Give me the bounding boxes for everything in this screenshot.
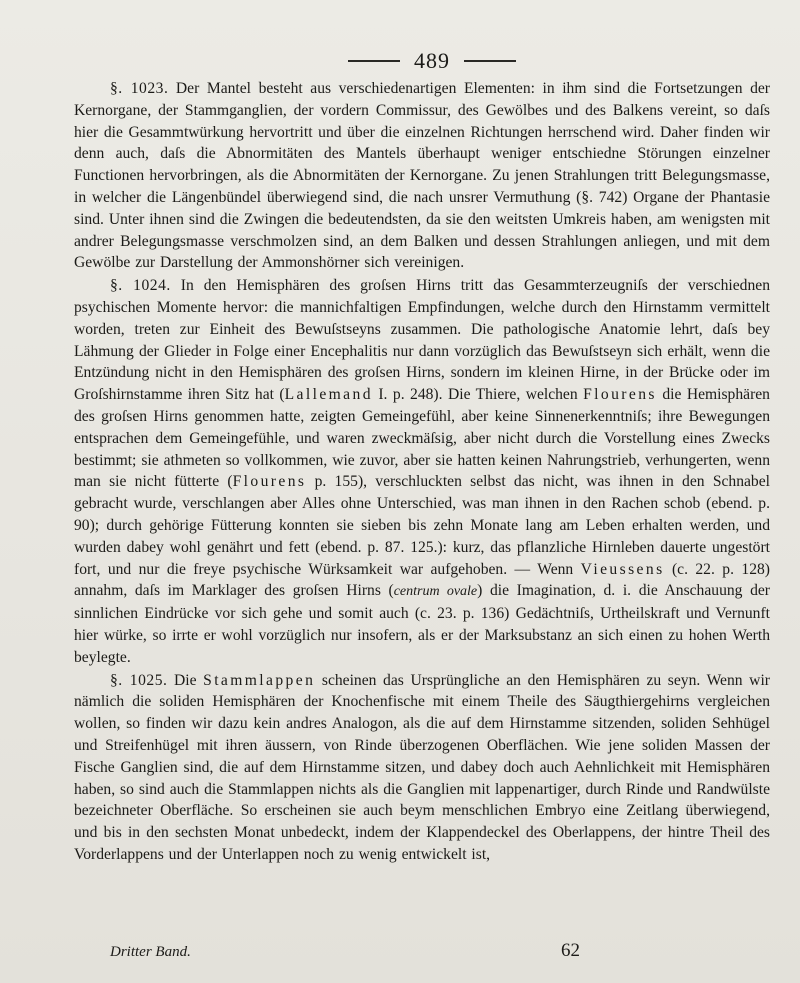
signature-mark: 62: [561, 940, 580, 961]
page-footer: [110, 940, 770, 962]
section-number: §. 1025.: [110, 671, 168, 689]
author-name: Lallemand: [284, 386, 373, 404]
paragraph-text: scheinen das Ursprüngliche an den Hemisphären zu seyn. Wenn wir nämlich die soliden Hemisphären der Knochenfische mit einem Theile des Säugthiergehirns vergleichen wollen, so finden wir dazu kein andres Analogon, als die auf dem Hirnstamme sitzenden, soliden Sehhügel und Streifenhügel mit ihren äussern, von Rinde überzogenen Oberflächen. Wie jene soliden Massen der Fische Ganglien sind, die auf dem Hirnstamme sitzen, und dabey doch auch Aehnlichkeit mit Hemisphären haben, so sind auch die Stammlappen nichts als die Ganglien mit lappenartiger, durch Rinde und Randwülste bezeichneter Oberfläche. So erscheinen sie auch beym menschlichen Embryo eine Zeitlang überwiegend, und bis in den sechsten Monat unbedeckt, indem der Klappendeckel des Oberlappens, der hintre Theil des Vorderlappens und der Unterlappen noch zu wenig entwickelt ist,: [74, 671, 770, 863]
paragraph-text: I. p. 248). Die Thiere, welchen: [372, 386, 584, 404]
page-number: 489: [414, 48, 450, 73]
paragraph-text: (c. 22. p. 128) annahm, daſs im Marklager des groſsen Hirns (: [74, 560, 770, 600]
paragraph-text: ) die Imagination, d. i. die Anschauung der sinnlichen Eindrücke vor sich gehe und somit auch (c. 23. p. 136) Gedächtniſs, Urtheilskraft und Vernunft hier würke, so irrte er wohl vorzüglich nur insofern, als er der Marksubstanz an sich einen zu hohen Werth beylegte.: [74, 582, 770, 666]
header-rule-left: [348, 60, 400, 62]
body-text: [74, 78, 770, 866]
volume-label: Dritter Band.: [110, 944, 191, 960]
paragraph-text: p. 155), verschluckten selbst das nicht, was ihnen in den Schnabel gebracht wurde, verschlangen aber Alles ohne Unterschied, was man ihnen in den Rachen schob (ebend. p. 90); durch gehörige Fütterung konnten sie sieben bis zehn Monate lang am Leben erhalten werden, und wurden dabey wohl genährt und fett (ebend. p. 87. 125.): kurz, das pflanzliche Hirnleben dauerte ungestört fort, und nur die freye psychische Würksamkeit war aufgehoben. — Wenn: [74, 473, 770, 578]
paragraph-text: Der Mantel besteht aus verschiedenartigen Elementen: in ihm sind die Fortsetzungen der Kernorgane, der Stammganglien, der vordern Commissur, des Gewölbes und des Balkens vereint, so daſs hier die Gesammtwürkung hervortritt und über die einzelnen Richtungen herrschend wird. Daher finden wir denn auch, daſs die Abnormitäten des Mantels überhaupt weniger entschiedne Störungen einzelner Functionen hervorbringen, als die Abnormitäten der Kernorgane. Zu jenen Strahlungen tritt Belegungsmasse, in welcher die Längenbündel überwiegend sind, die nach unsrer Vermuthung (§. 742) Organe der Phantasie sind. Unter ihnen sind die Zwingen die bedeutendsten, da sie den weitsten Umkreis haben, am wenigsten mit andrer Belegungsmasse verschmolzen sind, an dem Balken und dessen Strahlungen anliegen, und mit dem Gewölbe zur Darstellung der Ammonshörner sich vereinigen.: [74, 80, 770, 272]
paragraph-1024: [74, 275, 770, 668]
paragraph-text: die Hemisphären des groſsen Hirns genommen hatte, zeigten Gemeingefühl, aber keine Sinnenerkenntniſs; ihre Bewegungen entsprachen dem Gemeingefühle, und waren zweckmäſsig, aber nicht durch die Vorstellung eines Zwecks bestimmt; sie athmeten so vollkommen, wie zuvor, aber sie hatten keinen Nahrungstrieb, verhungerten, wenn man sie nicht fütterte (: [74, 386, 770, 491]
paragraph-text: In den Hemisphären des groſsen Hirns tritt das Gesammterzeugniſs der verschiednen psychischen Momente hervor: die mannichfaltigen Empfindungen, welche durch den Hirnstamm vermittelt worden, treten zur Einheit des Bewuſstseyns zusammen. Die pathologische Anatomie lehrt, daſs bey Lähmung der Glieder in Folge einer Encephalitis nur dann vorzüglich das Bewuſstseyn sich erhält, wenn die Entzündung nicht in den Hemisphären des groſsen Hirns, sondern im kleinen Hirne, in der Brücke oder im Groſshirnstamme ihren Sitz hat (: [74, 277, 770, 404]
emphasized-term: Stammlappen: [203, 671, 316, 689]
paragraph-1023: [74, 78, 770, 274]
author-name: Flourens: [232, 473, 307, 491]
section-number: §. 1023.: [110, 80, 169, 97]
header-rule-right: [464, 60, 516, 62]
author-name: Flourens: [583, 386, 657, 404]
page-header: [94, 44, 770, 78]
section-number: §. 1024.: [110, 277, 171, 295]
paragraph-text: Die: [174, 671, 204, 689]
latin-term: centrum ovale: [393, 584, 478, 600]
paragraph-1025: [74, 670, 770, 866]
author-name: Vieussens: [580, 560, 665, 578]
